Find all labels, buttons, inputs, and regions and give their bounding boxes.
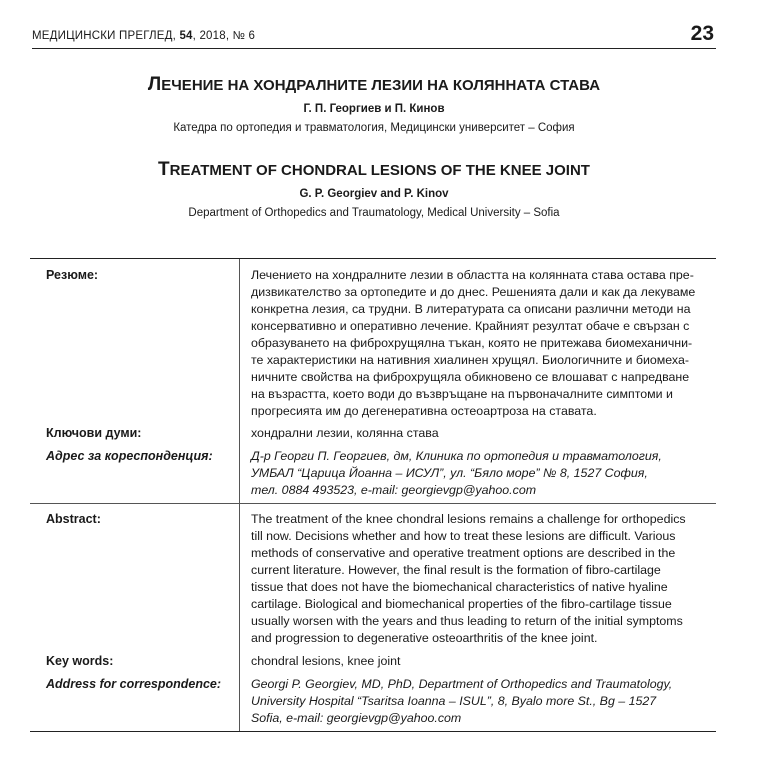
text-line: cartilage. Biological and biomechanical properties of the fibro-cartilage tissue — [251, 597, 672, 611]
text-line: University Hospital “Tsaritsa Ioanna – ISUL”, 8, Byalo more St., Bg – 1527 — [251, 694, 657, 708]
bg-authors: Г. П. Георгиев и П. Кинов — [303, 103, 445, 115]
text-line: те характеристики на нативния хиалинен хрущял. Биологичните и биомеха- — [251, 353, 689, 367]
bg-address-label: Адрес за кореспонденция: — [46, 449, 213, 463]
journal-volume: 54 — [179, 30, 193, 42]
bg-summary-text — [251, 267, 706, 420]
text-line: Лечението на хондралните лезии в областта на колянната става остава пре- — [251, 268, 694, 282]
en-address — [251, 676, 706, 727]
text-line: tissue that does not have the biomechanical characteristics of native hyaline — [251, 580, 668, 594]
running-header — [32, 20, 716, 49]
text-line: and progression to degenerative osteoarthritis of the knee joint. — [251, 631, 598, 645]
en-title — [32, 161, 716, 180]
page-number: 23 — [690, 22, 714, 45]
text-line: УМБАЛ “Царица Йоанна – ИСУЛ”, ул. “Бяло море” № 8, 1527 София, — [251, 466, 648, 480]
en-affiliation: Department of Orthopedics and Traumatology, Medical University – Sofia — [188, 207, 560, 219]
text-line: на възрастта, което води до възвръщане на първоначалните симптоми и — [251, 387, 673, 401]
text-line: till now. Decisions whether and how to treat these lesions are difficult. Various — [251, 529, 676, 543]
en-keywords-label: Key words: — [46, 654, 114, 668]
journal-name: МЕДИЦИНСКИ ПРЕГЛЕД, — [32, 30, 177, 42]
bg-title-rest: ЕЧЕНИЕ НА ХОНДРАЛНИТЕ ЛЕЗИИ НА КОЛЯННАТА СТАВА — [161, 77, 601, 94]
text-line: Sofia, e-mail: georgievgp@yahoo.com — [251, 711, 462, 725]
bg-title-block — [32, 76, 716, 136]
text-line: current literature. However, the final result is the formation of fibro-cartilage — [251, 563, 661, 577]
en-title-cap: T — [158, 159, 170, 180]
bg-keywords-label: Ключови думи: — [46, 426, 142, 440]
bg-address — [251, 448, 706, 499]
section-divider — [30, 503, 716, 504]
bg-summary-label: Резюме: — [46, 268, 99, 282]
text-line: консервативно и оперативно лечение. Крайният резултат обаче е свързан с — [251, 319, 690, 333]
en-abstract-label: Abstract: — [46, 512, 101, 526]
text-line: ничните свойства на фиброхрущяла обикновено се влошават с напредване — [251, 370, 690, 384]
en-abstract-text — [251, 511, 706, 647]
en-title-block — [32, 161, 716, 221]
text-line: The treatment of the knee chondral lesions remains a challenge for orthopedics — [251, 512, 686, 526]
journal-citation — [32, 30, 255, 42]
text-line: methods of conservative and operative treatment options are described in the — [251, 546, 676, 560]
bg-title — [32, 76, 716, 95]
en-authors: G. P. Georgiev and P. Kinov — [299, 188, 449, 200]
column-divider — [239, 259, 240, 731]
bg-title-cap: Л — [147, 74, 162, 95]
journal-year-issue: , 2018, № 6 — [192, 30, 256, 42]
text-line: тел. 0884 493523, e-mail: georgievgp@yahoo.com — [251, 483, 537, 497]
text-line: конкретна лезия, са трудни. В литературата са описани различни методи на — [251, 302, 691, 316]
en-address-label: Address for correspondence: — [46, 677, 222, 691]
text-line: дизвикателство за ортопедите и до днес. Решенията дали и как да лекуваме — [251, 285, 696, 299]
bg-affiliation: Катедра по ортопедия и травматология, Медицински университет – София — [173, 122, 575, 134]
abstract-box — [30, 258, 716, 732]
text-line: прогресията им до дегенеративна остеоартроза на ставата. — [251, 404, 597, 418]
bg-keywords: хондрални лезии, колянна става — [251, 426, 439, 440]
text-line: Д-р Георги П. Георгиев, дм, Клиника по ортопедия и травматология, — [251, 449, 662, 463]
en-title-rest: REATMENT OF CHONDRAL LESIONS OF THE KNEE JOINT — [169, 162, 590, 179]
text-line: usually worsen with the years and thus leading to return of the initial symptoms — [251, 614, 683, 628]
text-line: Georgi P. Georgiev, MD, PhD, Department of Orthopedics and Traumatology, — [251, 677, 673, 691]
en-keywords: chondral lesions, knee joint — [251, 654, 401, 668]
text-line: образуването на фиброхрущялна тъкан, която не притежава биомеханични- — [251, 336, 693, 350]
